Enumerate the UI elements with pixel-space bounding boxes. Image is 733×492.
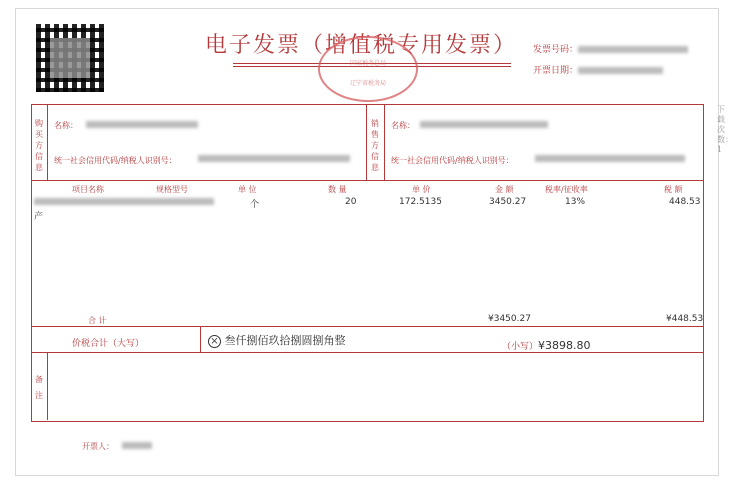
seal-bottom-text: 辽宁省税务局: [349, 80, 386, 87]
item-unit: 个: [250, 200, 260, 210]
grand-total-words: 叁仟捌佰玖拾捌圆捌角整: [224, 334, 346, 347]
grand-total-small-row: [502, 334, 591, 353]
header-item-name: 项目名称: [72, 185, 104, 194]
item-quantity: 20: [345, 197, 357, 207]
remarks-label: 备注: [35, 375, 43, 400]
buyer-section-label: 购买方信息: [35, 119, 43, 172]
invoice-title: 电子发票（增值税专用发票）: [205, 33, 518, 58]
total-label: 合 计: [88, 316, 107, 325]
item-name-continuation: 产: [34, 212, 44, 222]
total-divider: [31, 326, 703, 327]
issue-date-redacted: [578, 67, 663, 74]
seller-name-label: 名称：: [391, 121, 415, 130]
invoice-no-label: 发票号码：: [533, 45, 579, 55]
grand-total-small-label: （小写）: [502, 342, 539, 352]
invoice-table: [31, 104, 704, 422]
item-unit-price: 172.5135: [399, 197, 442, 207]
invoice-no-redacted: [578, 46, 688, 53]
buyer-label-divider: [47, 104, 48, 180]
header-amount: 金 额: [495, 185, 514, 194]
item-tax-rate: 13%: [565, 197, 586, 207]
issuer-label: 开票人：: [82, 442, 114, 451]
seller-name-redacted: [420, 121, 548, 128]
qr-code: [36, 24, 104, 92]
item-amount: 3450.27: [489, 197, 527, 207]
download-count-note: 下载次数：1: [717, 105, 733, 154]
grand-total-words-row: [208, 332, 346, 348]
buyer-name-label: 名称：: [54, 121, 78, 130]
remarks-vdivider: [47, 352, 48, 420]
header-spec: 规格型号: [156, 185, 188, 194]
total-tax: ¥448.53: [666, 314, 704, 324]
grand-total-label: 价税合计（大写）: [72, 339, 145, 349]
buyer-taxid-redacted: [198, 155, 350, 162]
header-tax-rate: 税率/征收率: [545, 185, 588, 194]
issuer-redacted: [122, 442, 152, 449]
grand-total-small-value: ¥3898.80: [538, 339, 591, 352]
total-amount: ¥3450.27: [488, 314, 531, 324]
invoice-no-row: [533, 42, 688, 55]
party-middle-divider: [366, 104, 367, 180]
seller-section-label: 销售方信息: [371, 119, 379, 172]
tax-seal: [318, 36, 418, 102]
party-divider: [31, 180, 703, 181]
header-unit-price: 单 价: [412, 185, 431, 194]
item-tax: 448.53: [669, 197, 701, 207]
seller-label-divider: [384, 104, 385, 180]
grand-total-divider: [31, 352, 703, 353]
seal-top-text: 国家税务总局: [349, 60, 386, 67]
item-name-redacted: [34, 198, 214, 205]
issue-date-row: [533, 63, 663, 76]
issue-date-label: 开票日期：: [533, 66, 579, 76]
seller-taxid-redacted: [535, 155, 685, 162]
buyer-taxid-label: 统一社会信用代码/纳税人识别号：: [54, 156, 177, 165]
buyer-name-redacted: [86, 121, 198, 128]
header-quantity: 数 量: [328, 185, 347, 194]
seller-taxid-label: 统一社会信用代码/纳税人识别号：: [391, 156, 514, 165]
grand-total-vdivider: [200, 326, 201, 352]
header-tax: 税 额: [664, 185, 683, 194]
header-unit: 单 位: [238, 185, 257, 194]
cross-circle-icon: ×: [208, 335, 221, 348]
